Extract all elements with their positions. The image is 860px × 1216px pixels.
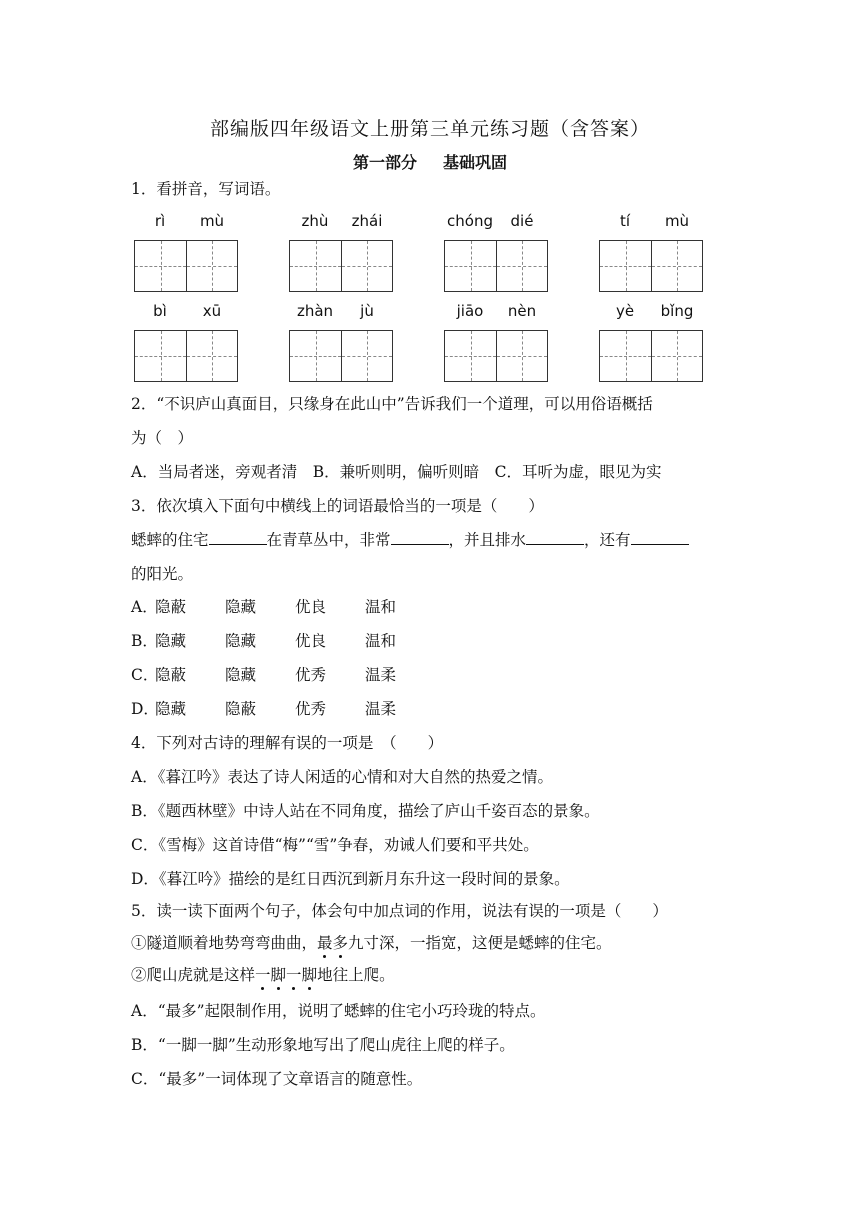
option-word: 隐藏 [225, 598, 257, 616]
dotted-char: 脚 [301, 966, 318, 984]
option-word: 隐藏 [155, 632, 187, 650]
pinyin-syllable: xū [202, 302, 222, 320]
q4-option-d[interactable]: D．《暮江吟》描绘的是红日西沉到新月东升这一段时间的景象。 [131, 870, 570, 888]
option-word: 隐藏 [155, 700, 187, 718]
q3-sentence-end: 的阳光。 [131, 565, 194, 583]
pinyin-syllable: jù [360, 302, 374, 320]
writing-cell[interactable] [341, 241, 392, 291]
option-word: 温柔 [365, 666, 397, 684]
sentence-text: 在青草丛中，非常 [266, 531, 391, 549]
q5-sentence-2 [131, 964, 395, 986]
writing-grid[interactable] [289, 330, 393, 382]
sentence-text: 蟋蟀的住宅 [131, 531, 209, 549]
pinyin-syllable: tí [619, 212, 631, 230]
writing-grid[interactable] [444, 240, 548, 292]
pinyin-syllable: bì [153, 302, 167, 320]
pinyin-syllable: rì [154, 212, 166, 230]
q4-option-a[interactable]: A．《暮江吟》表达了诗人闲适的心情和对大自然的热爱之情。 [131, 768, 553, 786]
section-name: 基础巩固 [443, 153, 508, 172]
pinyin-syllable: dié [510, 212, 534, 230]
sentence-text: ②爬山虎就是这样 [131, 966, 256, 984]
pinyin-group-3 [444, 212, 548, 234]
fill-blank[interactable] [526, 530, 584, 545]
sentence-text: ，还有 [584, 531, 631, 549]
sentence-text: 九寸深，一指宽，这便是蟋蟀的住宅。 [348, 934, 612, 952]
pinyin-group-8 [599, 302, 703, 324]
q3-option-d[interactable] [131, 698, 435, 720]
option-label: C． [131, 666, 159, 684]
writing-grid[interactable] [599, 330, 703, 382]
writing-cell[interactable] [186, 241, 237, 291]
pinyin-syllable: mù [664, 212, 690, 230]
q3-option-c[interactable] [131, 664, 435, 686]
writing-cell[interactable] [600, 331, 651, 381]
option-word: 温柔 [365, 700, 397, 718]
q5-option-a[interactable]: A．“最多”起限制作用，说明了蟋蟀的住宅小巧玲珑的特点。 [131, 1002, 546, 1020]
option-word: 优秀 [295, 700, 327, 718]
writing-cell[interactable] [445, 331, 496, 381]
pinyin-syllable: mù [199, 212, 225, 230]
pinyin-group-7 [444, 302, 548, 324]
writing-grid[interactable] [134, 240, 238, 292]
q4-stem: 4．下列对古诗的理解有误的一项是 （ ） [131, 734, 444, 752]
writing-cell[interactable] [135, 331, 186, 381]
option-label: D． [131, 700, 159, 718]
pinyin-group-5 [134, 302, 238, 324]
pinyin-syllable: bǐng [660, 302, 694, 320]
q4-option-b[interactable]: B．《题西林壁》中诗人站在不同角度，描绘了庐山千姿百态的景象。 [131, 802, 600, 820]
q5-option-c[interactable]: C．“最多”一词体现了文章语言的随意性。 [131, 1070, 423, 1088]
q5-sentence-1 [131, 932, 612, 954]
q3-stem: 3．依次填入下面句中横线上的词语最恰当的一项是（ ） [131, 497, 544, 515]
q5-option-b[interactable]: B．“一脚一脚”生动形象地写出了爬山虎往上爬的样子。 [131, 1036, 515, 1054]
q3-option-a[interactable] [131, 596, 435, 618]
pinyin-syllable: zhàn [296, 302, 334, 320]
section-heading [0, 150, 860, 173]
pinyin-syllable: zhái [351, 212, 383, 230]
writing-grid[interactable] [599, 240, 703, 292]
writing-cell[interactable] [290, 331, 341, 381]
fill-blank[interactable] [391, 530, 449, 545]
pinyin-syllable: jiāo [456, 302, 484, 320]
writing-cell[interactable] [651, 241, 702, 291]
writing-cell[interactable] [290, 241, 341, 291]
writing-cell[interactable] [186, 331, 237, 381]
fill-blank[interactable] [209, 530, 267, 545]
pinyin-group-6 [289, 302, 393, 324]
option-word: 优秀 [295, 666, 327, 684]
q1-stem: 1．看拼音，写词语。 [131, 180, 281, 198]
option-word: 隐蔽 [155, 666, 187, 684]
writing-grid[interactable] [134, 330, 238, 382]
pinyin-group-2 [289, 212, 393, 234]
dotted-char: 多 [332, 934, 349, 952]
pinyin-group-1 [134, 212, 238, 234]
option-word: 隐蔽 [225, 700, 257, 718]
pinyin-syllable: chóng [447, 212, 493, 230]
dotted-char: 最 [317, 934, 333, 952]
option-word: 隐藏 [225, 632, 257, 650]
writing-grid[interactable] [289, 240, 393, 292]
option-label: A． [131, 598, 158, 616]
q3-option-b[interactable] [131, 630, 435, 652]
writing-cell[interactable] [496, 241, 547, 291]
sentence-text: ，并且排水 [448, 531, 527, 549]
sentence-text: 地往上爬。 [317, 966, 395, 984]
pinyin-syllable: yè [615, 302, 635, 320]
option-word: 温和 [365, 598, 397, 616]
pinyin-syllable: nèn [507, 302, 537, 320]
worksheet-title: 部编版四年级语文上册第三单元练习题（含答案） [209, 118, 650, 140]
writing-cell[interactable] [651, 331, 702, 381]
q2-stem-line2: 为（ ） [131, 429, 194, 447]
option-word: 优良 [295, 598, 327, 616]
dotted-char: 一 [286, 966, 302, 984]
option-word: 隐蔽 [155, 598, 187, 616]
writing-cell[interactable] [341, 331, 392, 381]
section-part: 第一部分 [352, 153, 417, 172]
pinyin-group-4 [599, 212, 703, 234]
q5-stem: 5．读一读下面两个句子，体会句中加点词的作用，说法有误的一项是（ ） [131, 902, 668, 920]
writing-cell[interactable] [600, 241, 651, 291]
writing-grid[interactable] [444, 330, 548, 382]
q3-sentence [131, 529, 689, 551]
pinyin-syllable: zhù [301, 212, 329, 230]
q2-options: A．当局者迷，旁观者清 B．兼听则明，偏听则暗 C．耳听为虚，眼见为实 [131, 463, 662, 481]
writing-cell[interactable] [445, 241, 496, 291]
option-word: 优良 [295, 632, 327, 650]
writing-cell[interactable] [135, 241, 186, 291]
sentence-text: ①隧道顺着地势弯弯曲曲， [131, 934, 318, 952]
option-label: B． [131, 632, 158, 650]
q2-stem-line1: 2．“不识庐山真面目，只缘身在此山中”告诉我们一个道理，可以用俗语概括 [131, 395, 653, 413]
dotted-char: 脚 [270, 966, 287, 984]
option-word: 温和 [365, 632, 397, 650]
fill-blank[interactable] [631, 530, 689, 545]
writing-cell[interactable] [496, 331, 547, 381]
option-word: 隐藏 [225, 666, 257, 684]
dotted-char: 一 [255, 966, 271, 984]
q4-option-c[interactable]: C．《雪梅》这首诗借“梅”“雪”争春，劝诫人们要和平共处。 [131, 836, 539, 854]
